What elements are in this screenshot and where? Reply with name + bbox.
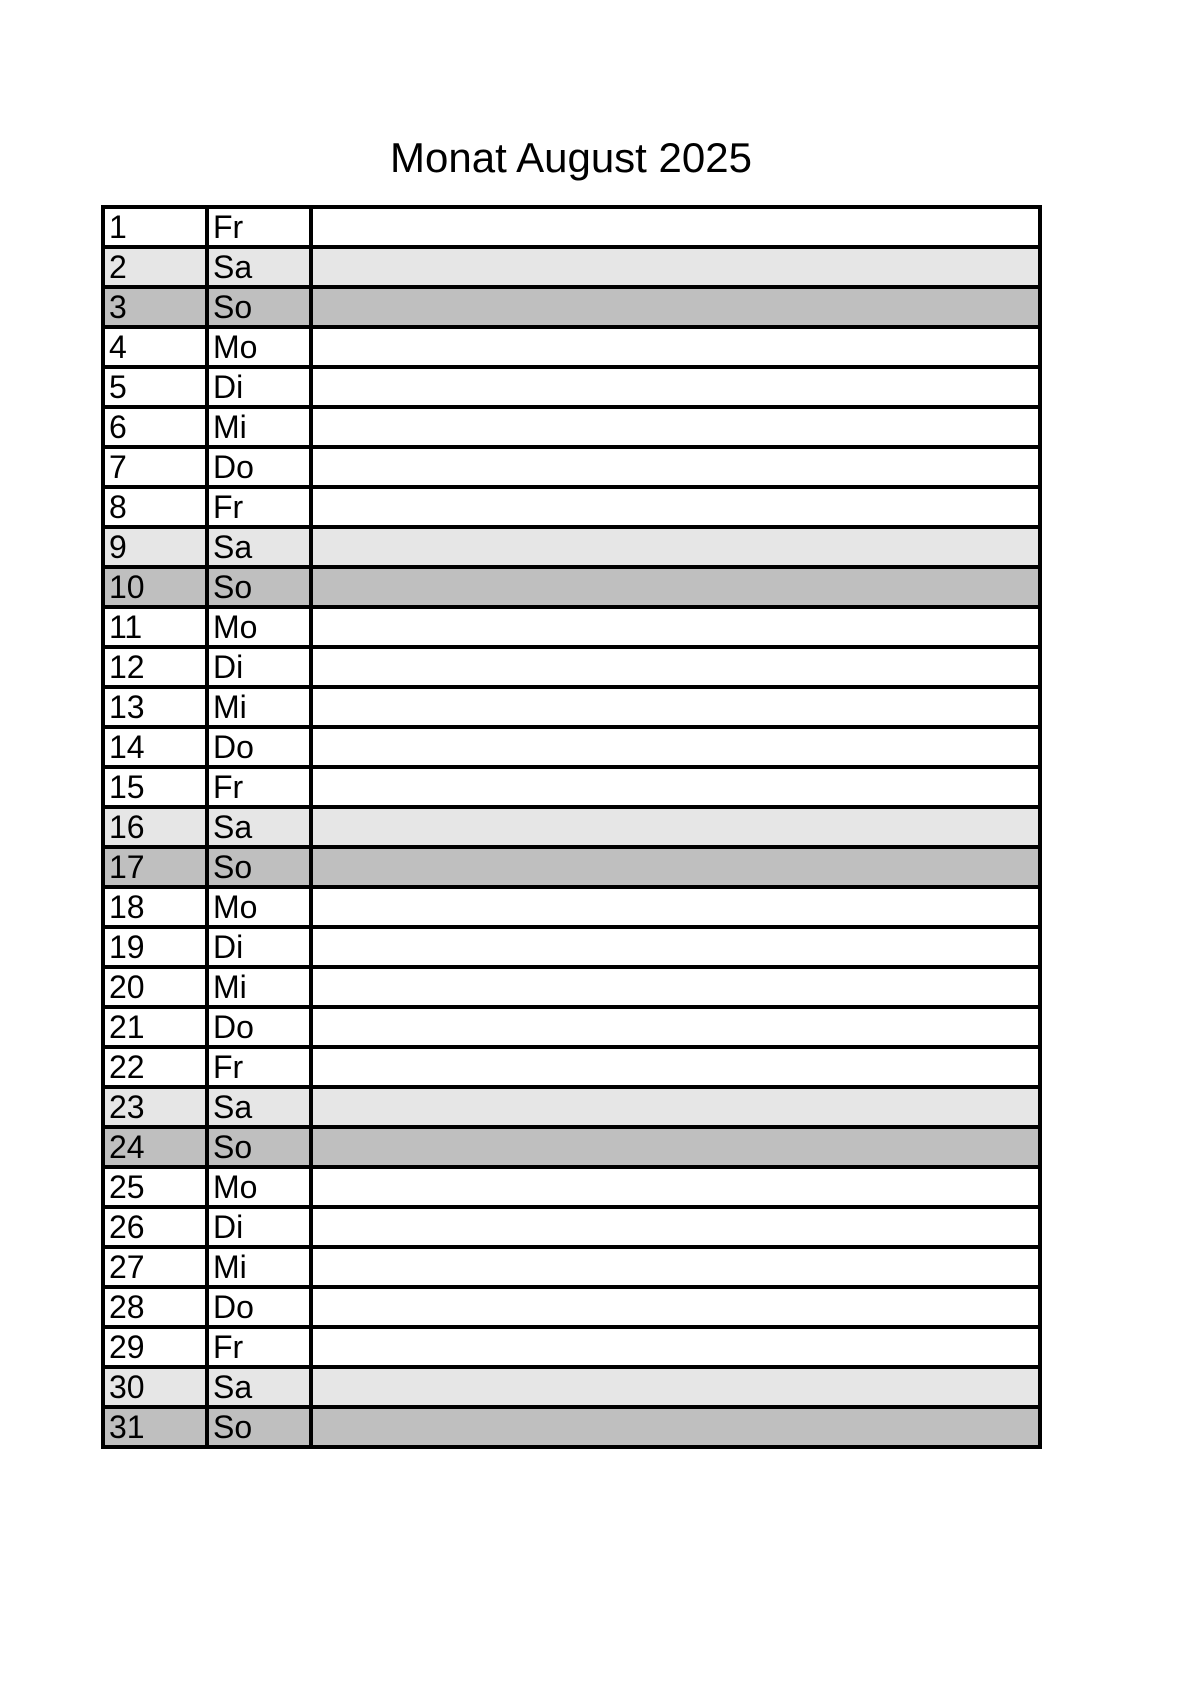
day-number-cell: 16 xyxy=(103,807,207,847)
weekday-cell: So xyxy=(207,1127,311,1167)
weekday-cell: Mo xyxy=(207,327,311,367)
notes-cell[interactable] xyxy=(311,687,1040,727)
table-row xyxy=(103,447,1040,487)
table-row xyxy=(103,1007,1040,1047)
table-row xyxy=(103,247,1040,287)
day-number-cell: 28 xyxy=(103,1287,207,1327)
table-row xyxy=(103,527,1040,567)
day-number-cell: 1 xyxy=(103,207,207,247)
day-number-cell: 5 xyxy=(103,367,207,407)
notes-cell[interactable] xyxy=(311,1247,1040,1287)
notes-cell[interactable] xyxy=(311,1407,1040,1447)
calendar-table xyxy=(101,205,1042,1449)
day-number-cell: 13 xyxy=(103,687,207,727)
table-row xyxy=(103,647,1040,687)
table-row xyxy=(103,327,1040,367)
day-number-cell: 10 xyxy=(103,567,207,607)
notes-cell[interactable] xyxy=(311,927,1040,967)
table-row xyxy=(103,1327,1040,1367)
table-row xyxy=(103,1207,1040,1247)
day-number-cell: 31 xyxy=(103,1407,207,1447)
day-number-cell: 29 xyxy=(103,1327,207,1367)
notes-cell[interactable] xyxy=(311,367,1040,407)
table-row xyxy=(103,807,1040,847)
notes-cell[interactable] xyxy=(311,1127,1040,1167)
weekday-cell: Do xyxy=(207,447,311,487)
day-number-cell: 4 xyxy=(103,327,207,367)
weekday-cell: Fr xyxy=(207,1327,311,1367)
day-number-cell: 15 xyxy=(103,767,207,807)
calendar-body xyxy=(103,207,1040,1447)
day-number-cell: 30 xyxy=(103,1367,207,1407)
weekday-cell: Do xyxy=(207,727,311,767)
day-number-cell: 6 xyxy=(103,407,207,447)
notes-cell[interactable] xyxy=(311,607,1040,647)
notes-cell[interactable] xyxy=(311,207,1040,247)
day-number-cell: 21 xyxy=(103,1007,207,1047)
notes-cell[interactable] xyxy=(311,567,1040,607)
day-number-cell: 2 xyxy=(103,247,207,287)
day-number-cell: 27 xyxy=(103,1247,207,1287)
table-row xyxy=(103,1407,1040,1447)
notes-cell[interactable] xyxy=(311,487,1040,527)
table-row xyxy=(103,1167,1040,1207)
weekday-cell: So xyxy=(207,567,311,607)
notes-cell[interactable] xyxy=(311,887,1040,927)
table-row xyxy=(103,1047,1040,1087)
table-row xyxy=(103,887,1040,927)
notes-cell[interactable] xyxy=(311,407,1040,447)
weekday-cell: Di xyxy=(207,367,311,407)
notes-cell[interactable] xyxy=(311,647,1040,687)
table-row xyxy=(103,1287,1040,1327)
notes-cell[interactable] xyxy=(311,1007,1040,1047)
weekday-cell: So xyxy=(207,1407,311,1447)
day-number-cell: 12 xyxy=(103,647,207,687)
notes-cell[interactable] xyxy=(311,327,1040,367)
notes-cell[interactable] xyxy=(311,1367,1040,1407)
table-row xyxy=(103,367,1040,407)
weekday-cell: Mo xyxy=(207,1167,311,1207)
notes-cell[interactable] xyxy=(311,1327,1040,1367)
table-row xyxy=(103,487,1040,527)
notes-cell[interactable] xyxy=(311,1047,1040,1087)
weekday-cell: So xyxy=(207,847,311,887)
day-number-cell: 18 xyxy=(103,887,207,927)
notes-cell[interactable] xyxy=(311,527,1040,567)
day-number-cell: 22 xyxy=(103,1047,207,1087)
day-number-cell: 7 xyxy=(103,447,207,487)
table-row xyxy=(103,567,1040,607)
page-title: Monat August 2025 xyxy=(390,134,752,181)
table-row xyxy=(103,207,1040,247)
notes-cell[interactable] xyxy=(311,767,1040,807)
day-number-cell: 19 xyxy=(103,927,207,967)
table-row xyxy=(103,1367,1040,1407)
weekday-cell: Di xyxy=(207,647,311,687)
day-number-cell: 8 xyxy=(103,487,207,527)
day-number-cell: 20 xyxy=(103,967,207,1007)
day-number-cell: 17 xyxy=(103,847,207,887)
weekday-cell: Sa xyxy=(207,1367,311,1407)
table-row xyxy=(103,1247,1040,1287)
table-row xyxy=(103,607,1040,647)
notes-cell[interactable] xyxy=(311,727,1040,767)
notes-cell[interactable] xyxy=(311,1087,1040,1127)
notes-cell[interactable] xyxy=(311,447,1040,487)
weekday-cell: Di xyxy=(207,1207,311,1247)
day-number-cell: 14 xyxy=(103,727,207,767)
weekday-cell: Fr xyxy=(207,487,311,527)
day-number-cell: 9 xyxy=(103,527,207,567)
table-row xyxy=(103,407,1040,447)
table-row xyxy=(103,927,1040,967)
notes-cell[interactable] xyxy=(311,287,1040,327)
day-number-cell: 24 xyxy=(103,1127,207,1167)
weekday-cell: Sa xyxy=(207,1087,311,1127)
weekday-cell: Mo xyxy=(207,887,311,927)
day-number-cell: 11 xyxy=(103,607,207,647)
weekday-cell: Sa xyxy=(207,527,311,567)
weekday-cell: Mi xyxy=(207,967,311,1007)
table-row xyxy=(103,1127,1040,1167)
weekday-cell: Di xyxy=(207,927,311,967)
weekday-cell: Sa xyxy=(207,807,311,847)
notes-cell[interactable] xyxy=(311,847,1040,887)
table-row xyxy=(103,727,1040,767)
day-number-cell: 23 xyxy=(103,1087,207,1127)
weekday-cell: Mi xyxy=(207,687,311,727)
weekday-cell: Sa xyxy=(207,247,311,287)
notes-cell[interactable] xyxy=(311,1207,1040,1247)
weekday-cell: So xyxy=(207,287,311,327)
weekday-cell: Fr xyxy=(207,1047,311,1087)
day-number-cell: 26 xyxy=(103,1207,207,1247)
weekday-cell: Mi xyxy=(207,407,311,447)
table-row xyxy=(103,687,1040,727)
notes-cell[interactable] xyxy=(311,247,1040,287)
table-row xyxy=(103,767,1040,807)
notes-cell[interactable] xyxy=(311,1167,1040,1207)
notes-cell[interactable] xyxy=(311,1287,1040,1327)
notes-cell[interactable] xyxy=(311,967,1040,1007)
weekday-cell: Fr xyxy=(207,767,311,807)
weekday-cell: Mi xyxy=(207,1247,311,1287)
table-row xyxy=(103,967,1040,1007)
notes-cell[interactable] xyxy=(311,807,1040,847)
weekday-cell: Do xyxy=(207,1287,311,1327)
weekday-cell: Mo xyxy=(207,607,311,647)
weekday-cell: Do xyxy=(207,1007,311,1047)
table-row xyxy=(103,847,1040,887)
weekday-cell: Fr xyxy=(207,207,311,247)
table-row xyxy=(103,1087,1040,1127)
day-number-cell: 25 xyxy=(103,1167,207,1207)
table-row xyxy=(103,287,1040,327)
day-number-cell: 3 xyxy=(103,287,207,327)
